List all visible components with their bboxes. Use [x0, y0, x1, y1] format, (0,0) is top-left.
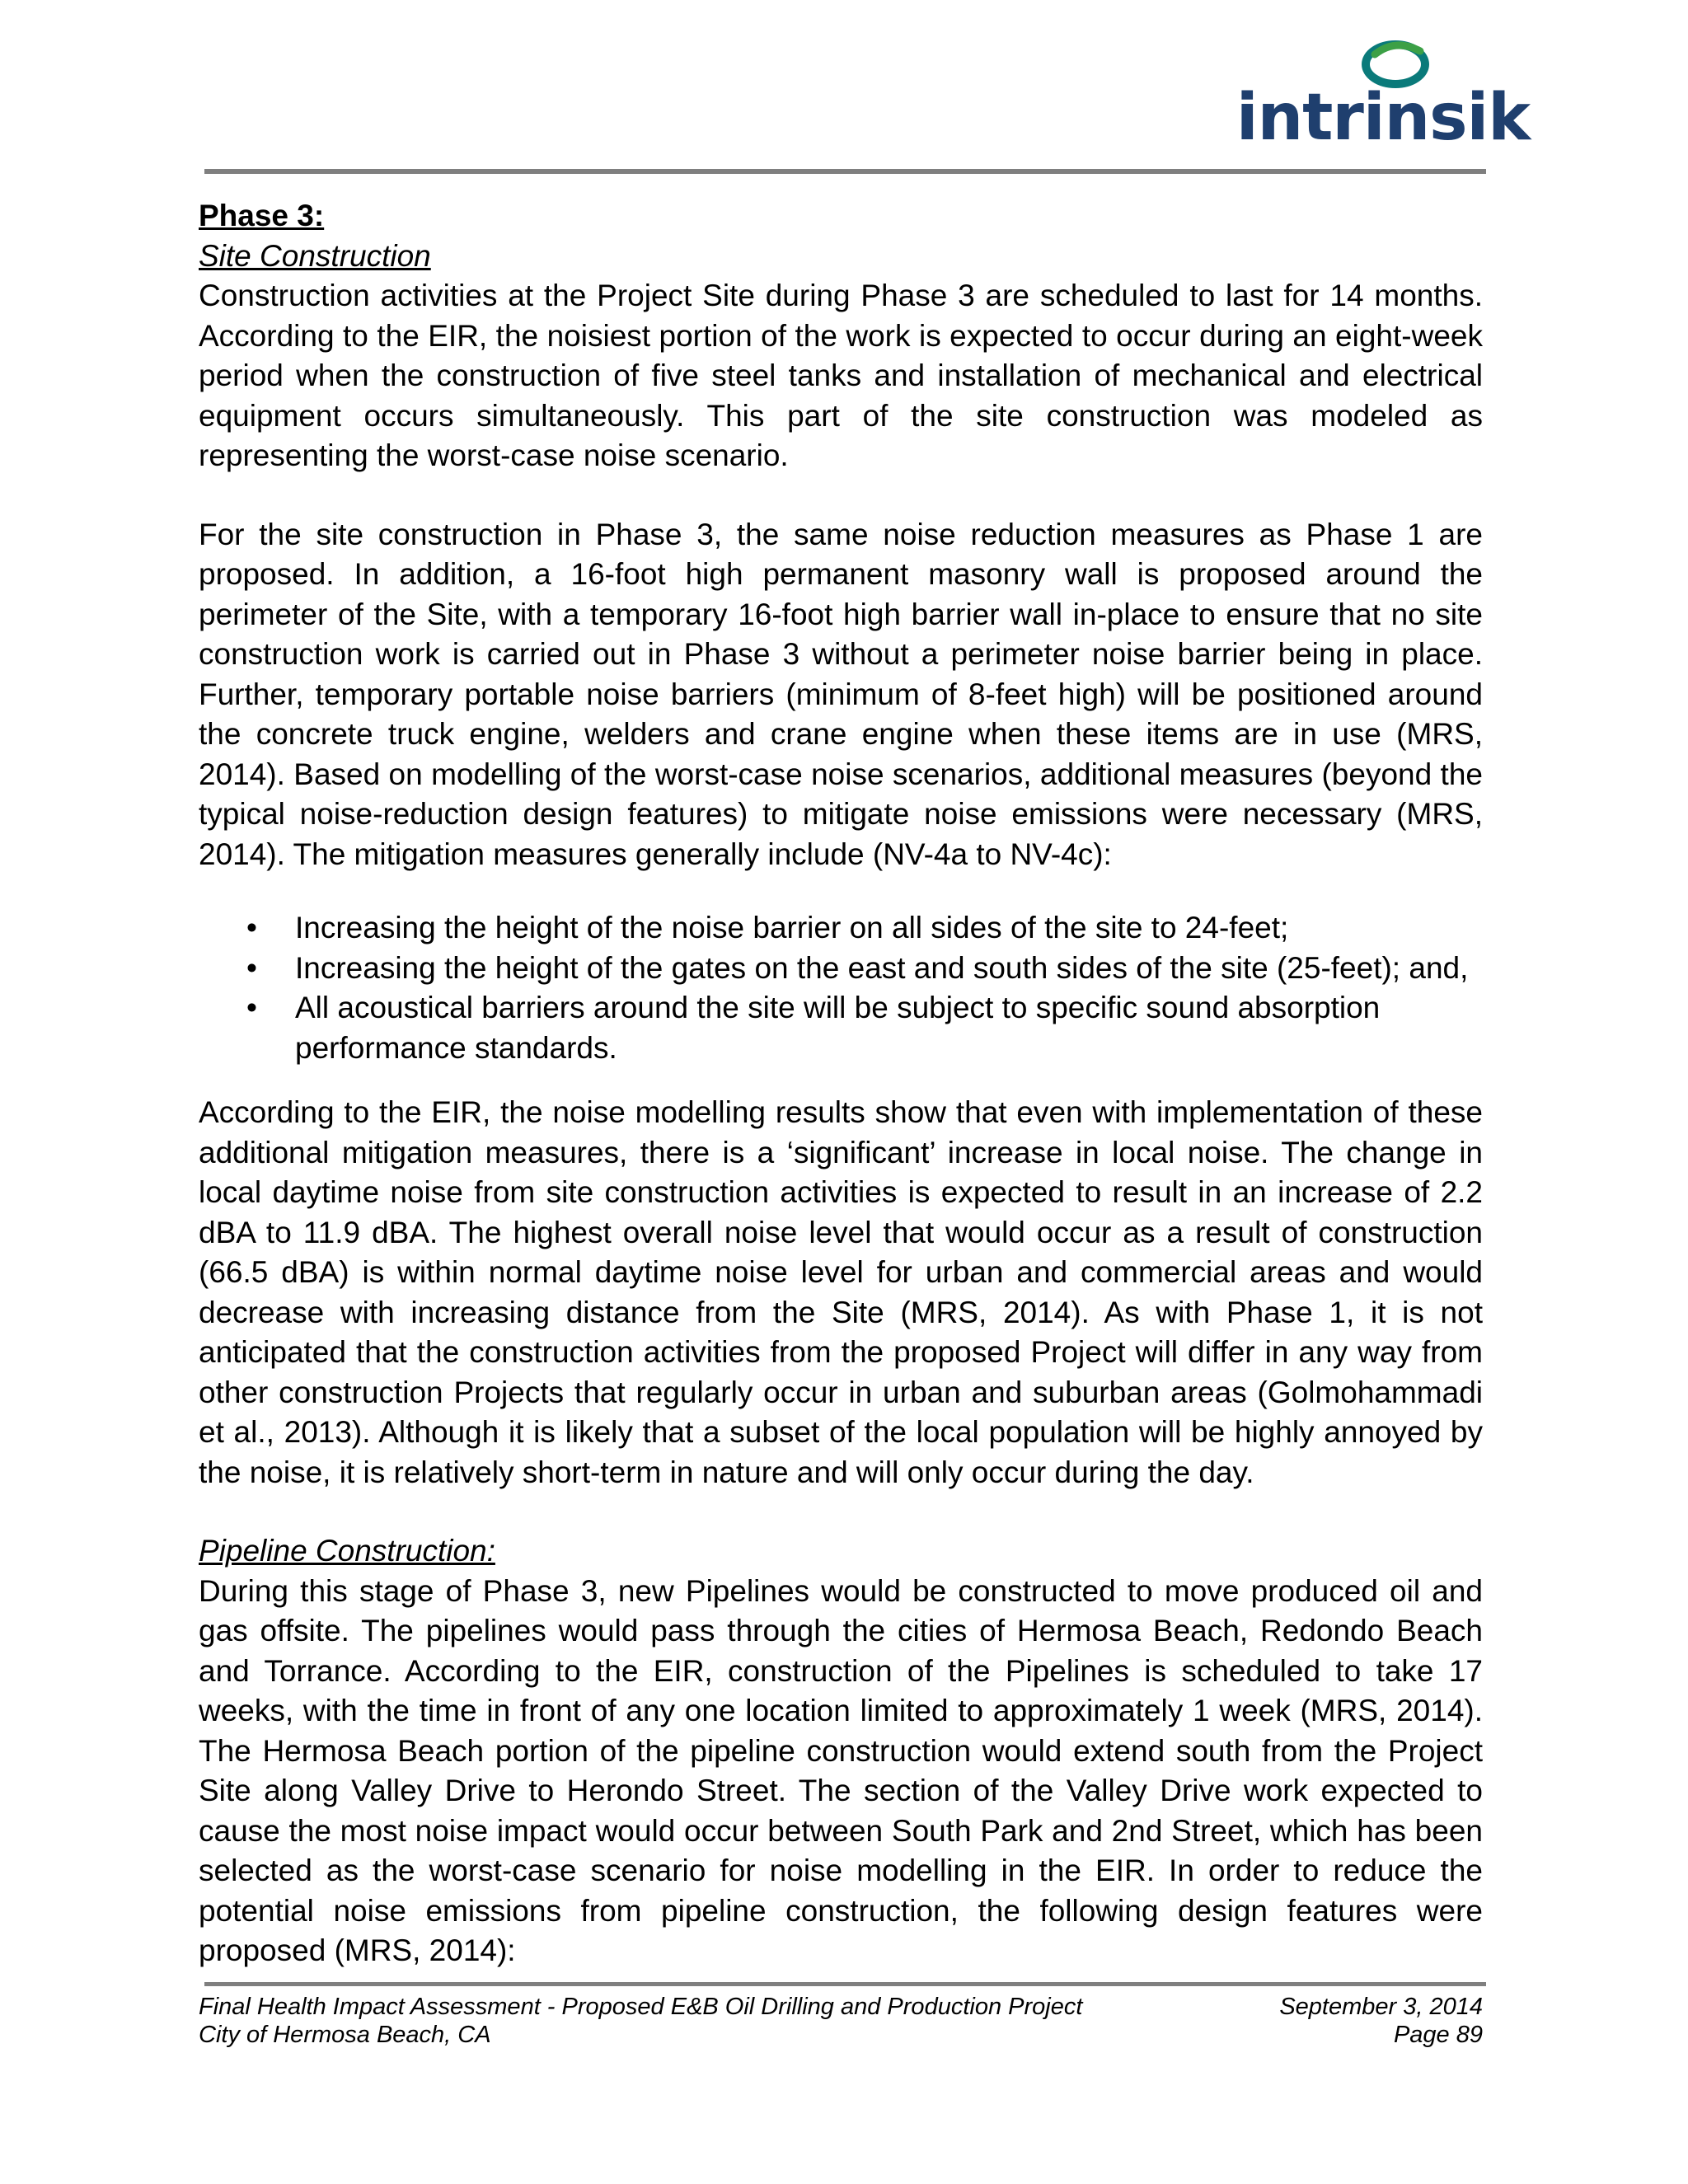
paragraph-modelling-results: According to the EIR, the noise modelling results show that even with implementation of these additional mitigation measures, there is a ‘significant’ increase in local noise. The change in local daytime noise from site construction activities is expected to result in an increase of 2.2 dBA to 11.9 dBA. The highest overall noise level that would occur as a result of construction (66.5 dBA) is within normal daytime noise level for urban and commercial areas and would decrease with increasing distance from the Site (MRS, 2014). As with Phase 1, it is not anticipated that the construction activities from the proposed Project will differ in any way from other construction Projects that regularly occur in urban and suburban areas (Golmohammadi et al., 2013). Although it is likely that a subset of the local population will be highly annoyed by the noise, it is relatively short-term in nature and will only occur during the day. [199, 1095, 1483, 1489]
header-rule [204, 169, 1486, 174]
page-content [199, 196, 1483, 1971]
footer-page-number: Page 89 [1393, 2022, 1483, 2048]
footer-date: September 3, 2014 [1279, 1994, 1483, 2020]
footer-rule [204, 1982, 1486, 1986]
paragraph-site-schedule: Construction activities at the Project Site during Phase 3 are scheduled to last for 14 months. According to the EIR, the noisiest portion of the work is expected to occur during an eight-week period when the construction of five steel tanks and installation of mechanical and electrical equipment occurs simultaneously. This part of the site construction was modeled as representing the worst-case noise scenario. [199, 279, 1483, 472]
logo-wordmark: intrinsik [1236, 81, 1531, 155]
bullet-icon: • [246, 950, 257, 985]
logo-ring-icon [1366, 45, 1425, 84]
site-construction-heading: Site Construction [199, 238, 431, 273]
bullet-icon: • [246, 911, 257, 944]
mitigation-list [199, 908, 1483, 1068]
phase-heading: Phase 3: [199, 199, 325, 232]
footer-doc-title: Final Health Impact Assessment - Proposed E&B Oil Drilling and Production Project [199, 1994, 1083, 2020]
page-footer [199, 1993, 1483, 2049]
list-item: • Increasing the height of the gates on the east and south sides of the site (25-feet); and, [199, 949, 1483, 989]
paragraph-noise-reduction: For the site construction in Phase 3, the same noise reduction measures as Phase 1 are proposed. In addition, a 16-foot high permanent masonry wall is proposed around the perimeter of the Site, with a temporary 16-foot high barrier wall in-place to ensure that no site construction work is carried out in Phase 3 without a perimeter noise barrier being in place. Further, temporary portable noise barriers (minimum of 8-feet high) will be positioned around the concrete truck engine, welders and crane engine when these items are in use (MRS, 2014). Based on modelling of the worst-case noise scenarios, additional measures (beyond the typical noise-reduction design features) to mitigate noise emissions were necessary (MRS, 2014). The mitigation measures generally include (NV-4a to NV-4c): [199, 517, 1483, 871]
footer-city: City of Hermosa Beach, CA [199, 2022, 491, 2048]
pipeline-construction-heading: Pipeline Construction: [199, 1534, 495, 1568]
list-item: • All acoustical barriers around the site will be subject to specific sound absorption performance standards. [199, 988, 1483, 1068]
paragraph-pipeline: During this stage of Phase 3, new Pipelines would be constructed to move produced oil and gas offsite. The pipelines would pass through the cities of Hermosa Beach, Redondo Beach and Torrance. According to the EIR, construction of the Pipelines is scheduled to take 17 weeks, with the time in front of any one location limited to approximately 1 week (MRS, 2014). The Hermosa Beach portion of the pipeline construction would extend south from the Project Site along Valley Drive to Herondo Street. The section of the Valley Drive work expected to cause the most noise impact would occur between South Park and 2nd Street, which has been selected as the worst-case scenario for noise modelling in the EIR. In order to reduce the potential noise emissions from pipeline construction, the following design features were proposed (MRS, 2014): [199, 1573, 1483, 1967]
intrinsik-logo [1236, 30, 1531, 155]
bullet-icon: • [246, 991, 257, 1024]
list-item: • Increasing the height of the noise barrier on all sides of the site to 24-feet; [199, 908, 1483, 949]
